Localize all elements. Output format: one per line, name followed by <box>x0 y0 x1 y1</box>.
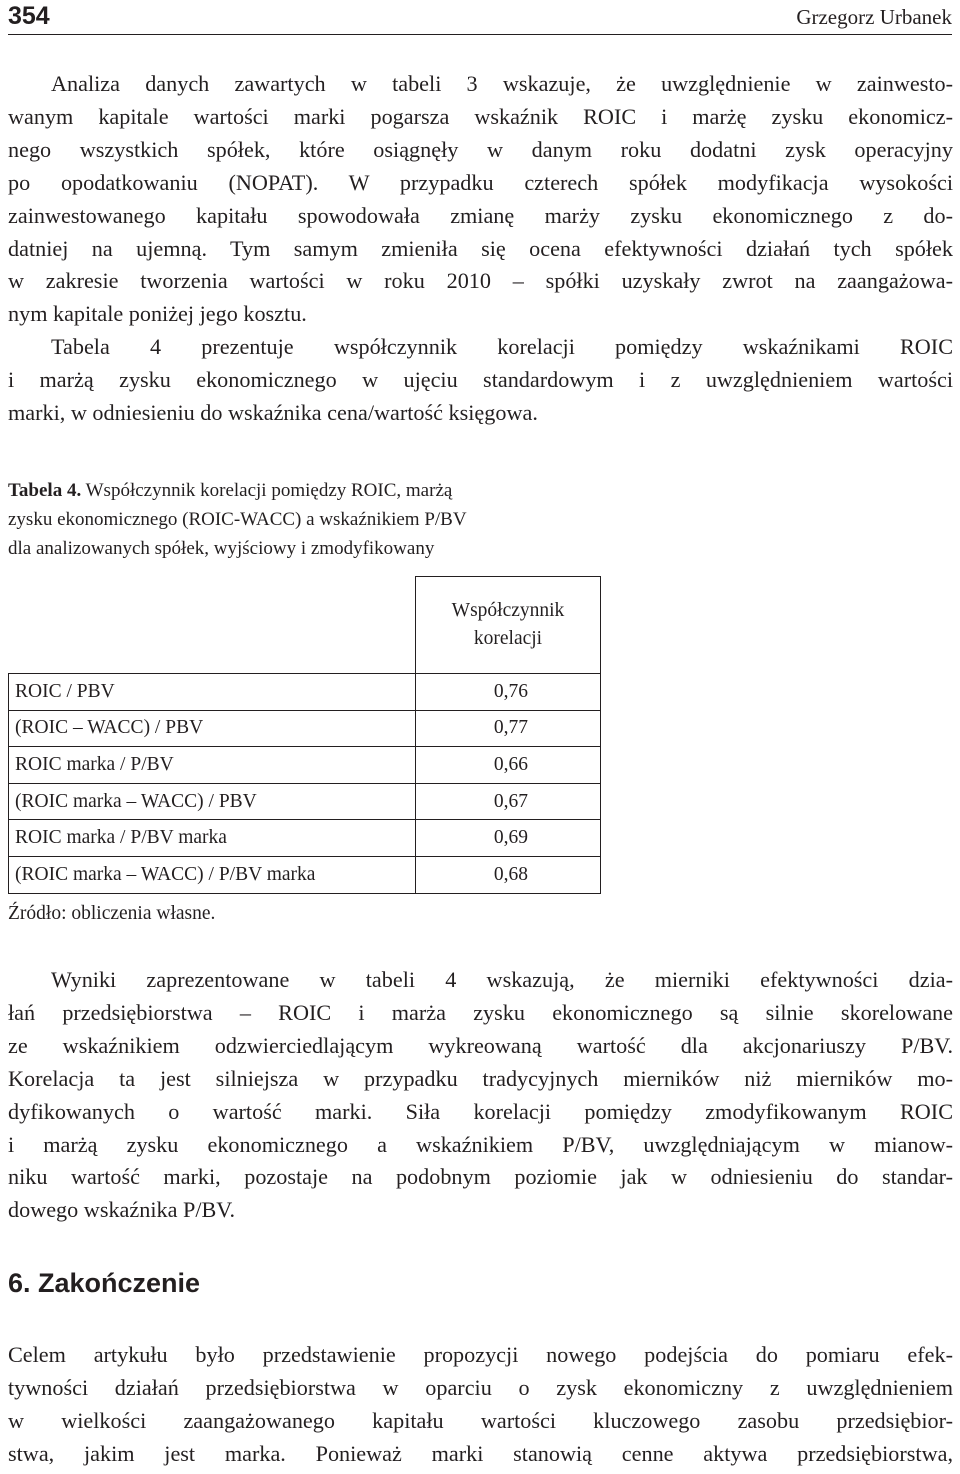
text-line: niku wartość marki, pozostaje na podobnym poziomie jak w odniesieniu do standar- <box>8 1164 953 1190</box>
row-value: 0,68 <box>416 856 601 893</box>
paragraph-table-intro <box>8 331 953 430</box>
text-line: zainwestowanego kapitału spowodowała zmianę marży zysku ekonomicznego z do- <box>8 202 953 228</box>
text-line: i marżą zysku ekonomicznego w ujęciu standardowym i z uwzględnieniem wartości <box>8 366 953 392</box>
text-line: ze wskaźnikiem odzwierciedlającym wykreowaną wartość dla akcjonariuszy P/BV. <box>8 1032 953 1058</box>
row-value: 0,76 <box>416 674 601 711</box>
section-heading: 6. Zakończenie <box>8 1268 201 1298</box>
paragraph-conclusion <box>8 1339 953 1471</box>
table-row <box>9 710 601 747</box>
text-line: dowego wskaźnika P/BV. <box>8 1197 235 1223</box>
table-row <box>9 783 601 820</box>
text-line: łań przedsiębiorstwa – ROIC i marża zysku ekonomicznego są silnie skorelowane <box>8 999 953 1025</box>
text-line: tywności działań przedsiębiorstwa w oparciu o zysk ekonomiczny z uwzględnieniem <box>8 1374 953 1400</box>
text-line: nym kapitale poniżej jego kosztu. <box>8 301 307 327</box>
row-label: (ROIC marka – WACC) / PBV <box>9 783 416 820</box>
row-value: 0,69 <box>416 820 601 857</box>
text-line: datniej na ujemną. Tym samym zmieniła się ocena efektywności działań tych spółek <box>8 235 953 261</box>
text-line: i marżą zysku ekonomicznego a wskaźnikiem P/BV, uwzględniającym w mianow- <box>8 1131 953 1157</box>
paragraph-results <box>8 964 953 1227</box>
text-line: wanym kapitale wartości marki pogarsza wskaźnik ROIC i marżę zysku ekonomicz- <box>8 103 953 129</box>
text-line: dyfikowanych o wartość marki. Siła korelacji pomiędzy zmodyfikowanym ROIC <box>8 1098 953 1124</box>
running-header <box>8 0 952 35</box>
row-value: 0,66 <box>416 747 601 784</box>
row-label: (ROIC – WACC) / PBV <box>9 710 416 747</box>
text-line: Analiza danych zawartych w tabeli 3 wskazuje, że uwzględnienie w zainwesto- <box>51 71 953 96</box>
row-value: 0,67 <box>416 783 601 820</box>
table-source-note: Źródło: obliczenia własne. <box>8 903 216 924</box>
table-header-cell: Współczynnik korelacji <box>416 577 601 674</box>
text-line: Wyniki zaprezentowane w tabeli 4 wskazują, że mierniki efektywności dzia- <box>51 967 953 992</box>
text-line: w wielkości zaangażowanego kapitału wartości kluczowego zasobu przedsiębior- <box>8 1407 953 1433</box>
text-line: Korelacja ta jest silniejsza w przypadku tradycyjnych mierników niż mierników mo- <box>8 1065 953 1091</box>
row-label: ROIC marka / P/BV <box>9 747 416 784</box>
row-label: (ROIC marka – WACC) / P/BV marka <box>9 856 416 893</box>
table-header-empty <box>9 577 416 674</box>
page-number: 354 <box>8 2 50 30</box>
text-line: po opodatkowaniu (NOPAT). W przypadku czterech spółek modyfikacja wysokości <box>8 169 953 195</box>
text-line: w zakresie tworzenia wartości w roku 2010 – spółki uzyskały zwrot na zaangażowa- <box>8 268 953 294</box>
table-row <box>9 674 601 711</box>
table-caption: Tabela 4. Współczynnik korelacji pomiędzy ROIC, marżą zysku ekonomicznego (ROIC-WACC) a wskaźnikiem P/BV dla analizowanych spółek, wyjściowy i zmodyfikowany <box>8 480 467 559</box>
table-row <box>9 820 601 857</box>
text-line: stwa, jakim jest marka. Ponieważ marki stanowią cenne aktywa przedsiębiorstwa, <box>8 1440 953 1466</box>
correlation-table <box>8 576 601 894</box>
text-line: Celem artykułu było przedstawienie propozycji nowego podejścia do pomiaru efek- <box>8 1342 953 1367</box>
running-header-author: Grzegorz Urbanek <box>796 5 952 29</box>
row-value: 0,77 <box>416 710 601 747</box>
text-line: nego wszystkich spółek, które osiągnęły w danym roku dodatni zysk operacyjny <box>8 136 953 162</box>
table-header-row <box>9 577 601 674</box>
table-caption-label: Tabela 4. <box>8 480 82 501</box>
row-label: ROIC marka / P/BV marka <box>9 820 416 857</box>
table-row <box>9 747 601 784</box>
paragraph-analysis <box>8 68 953 331</box>
row-label: ROIC / PBV <box>9 674 416 711</box>
text-line: Tabela 4 prezentuje współczynnik korelacji pomiędzy wskaźnikami ROIC <box>51 334 953 359</box>
text-line: marki, w odniesieniu do wskaźnika cena/wartość księgowa. <box>8 399 538 425</box>
table-row <box>9 856 601 893</box>
